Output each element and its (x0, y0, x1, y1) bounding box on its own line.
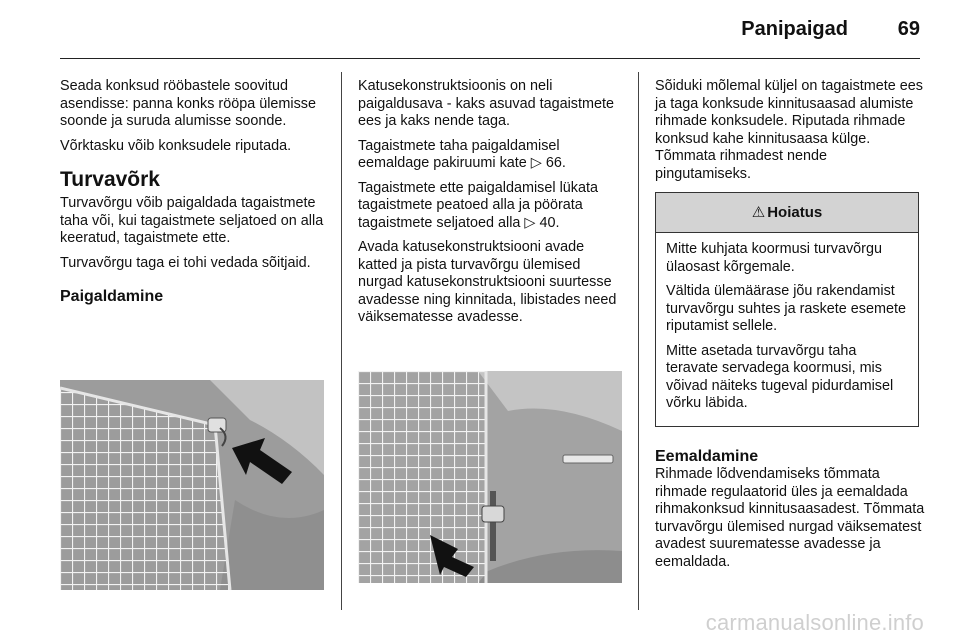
paragraph: Turvavõrgu taga ei tohi vedada sõitjaid. (60, 254, 311, 271)
warning-paragraph: Mitte kuhjata koormusi turvavõrgu ülaosast kõrgemale. (666, 241, 882, 275)
warning-paragraph: Vältida ülemäärase jõu rakendamist turvavõrgu suhtes ja raskete esemete riputamist sellele. (666, 283, 906, 334)
warning-body (656, 233, 918, 426)
page-number: 69 (897, 18, 920, 40)
paragraph: Seada konksud rööbastele soovitud asendisse: panna konks rööpa ülemisse soonde ja suruda alumisse soonde. (60, 78, 316, 129)
column-2 (358, 78, 626, 334)
paragraph: Katusekonstruktsioonis on neli paigaldusava - kaks asuvad tagaistmete ees ja kaks nende taga. (358, 78, 614, 129)
warning-triangle-icon: ⚠ (751, 204, 766, 221)
paragraph: Rihmade lõdvendamiseks tõmmata rihmade regulaatorid üles ja eemaldada rihmakonksud kinnitusaasadest. Tõmmata turvavõrgu ülemised nurgad väiksematest avadest suurematesse avadesse ja eemaldada. (655, 466, 925, 570)
section-title-turvavork: Turvavõrk (60, 168, 160, 191)
figure-net-hook (60, 380, 324, 590)
header-rule (60, 58, 920, 59)
warning-box (655, 192, 919, 427)
page-ref-icon: ▷ (524, 214, 536, 231)
paragraph: Turvavõrgu võib paigaldada tagaistmete taha või, kui tagaistmete seljatoed on alla keeratud, tagaistmete ette. (60, 195, 324, 246)
page-header (0, 0, 960, 62)
warning-paragraph: Mitte asetada turvavõrgu taha teravate servadega koormusi, mis võivad näiteks tugeval pidurdamisel võrku läbida. (666, 342, 894, 411)
subheading-eemaldamine: Eemaldamine (655, 448, 759, 465)
section-eemaldamine (655, 448, 925, 571)
watermark: carmanualsonline.info (705, 610, 924, 635)
subheading-paigaldamine: Paigaldamine (60, 288, 164, 305)
page-ref-link[interactable]: 66. (545, 155, 566, 171)
paragraph: Tagaistmete taha paigaldamisel eemaldage pakiruumi kate ▷ 66. (358, 137, 566, 171)
page-ref-icon: ▷ (530, 155, 542, 171)
warning-header (656, 193, 918, 233)
paragraph: Tagaistmete ette paigaldamisel lükata tagaistmete peatoed alla ja pöörata tagaistmete seljatoed alla ▷ 40. (358, 179, 598, 231)
column-1 (60, 78, 330, 312)
column-3 (655, 78, 925, 190)
figure-net-strap (358, 371, 622, 583)
paragraph: Avada katusekonstruktsiooni avade katted ja pista turvavõrgu ülemised nurgad katusekonstruktsiooni suurtesse avadesse ning kinnitada, libistades need väiksematesse avadesse. (358, 239, 617, 325)
column-divider-2 (638, 72, 639, 610)
warning-title: Hoiatus (767, 204, 823, 221)
page-title: Panipaigad (741, 18, 848, 40)
paragraph: Võrktasku võib konksudele riputada. (60, 137, 292, 154)
paragraph: Sõiduki mõlemal küljel on tagaistmete ees ja taga konksude kinnitusaasad alumiste rihmade konksudele. Riputada rihmade konksud kahe kinnitusaasa külge. Tõmmata rihmadest nende pingutamiseks. (655, 78, 923, 182)
page-ref-link[interactable]: 40. (539, 214, 560, 231)
column-divider-1 (341, 72, 342, 610)
